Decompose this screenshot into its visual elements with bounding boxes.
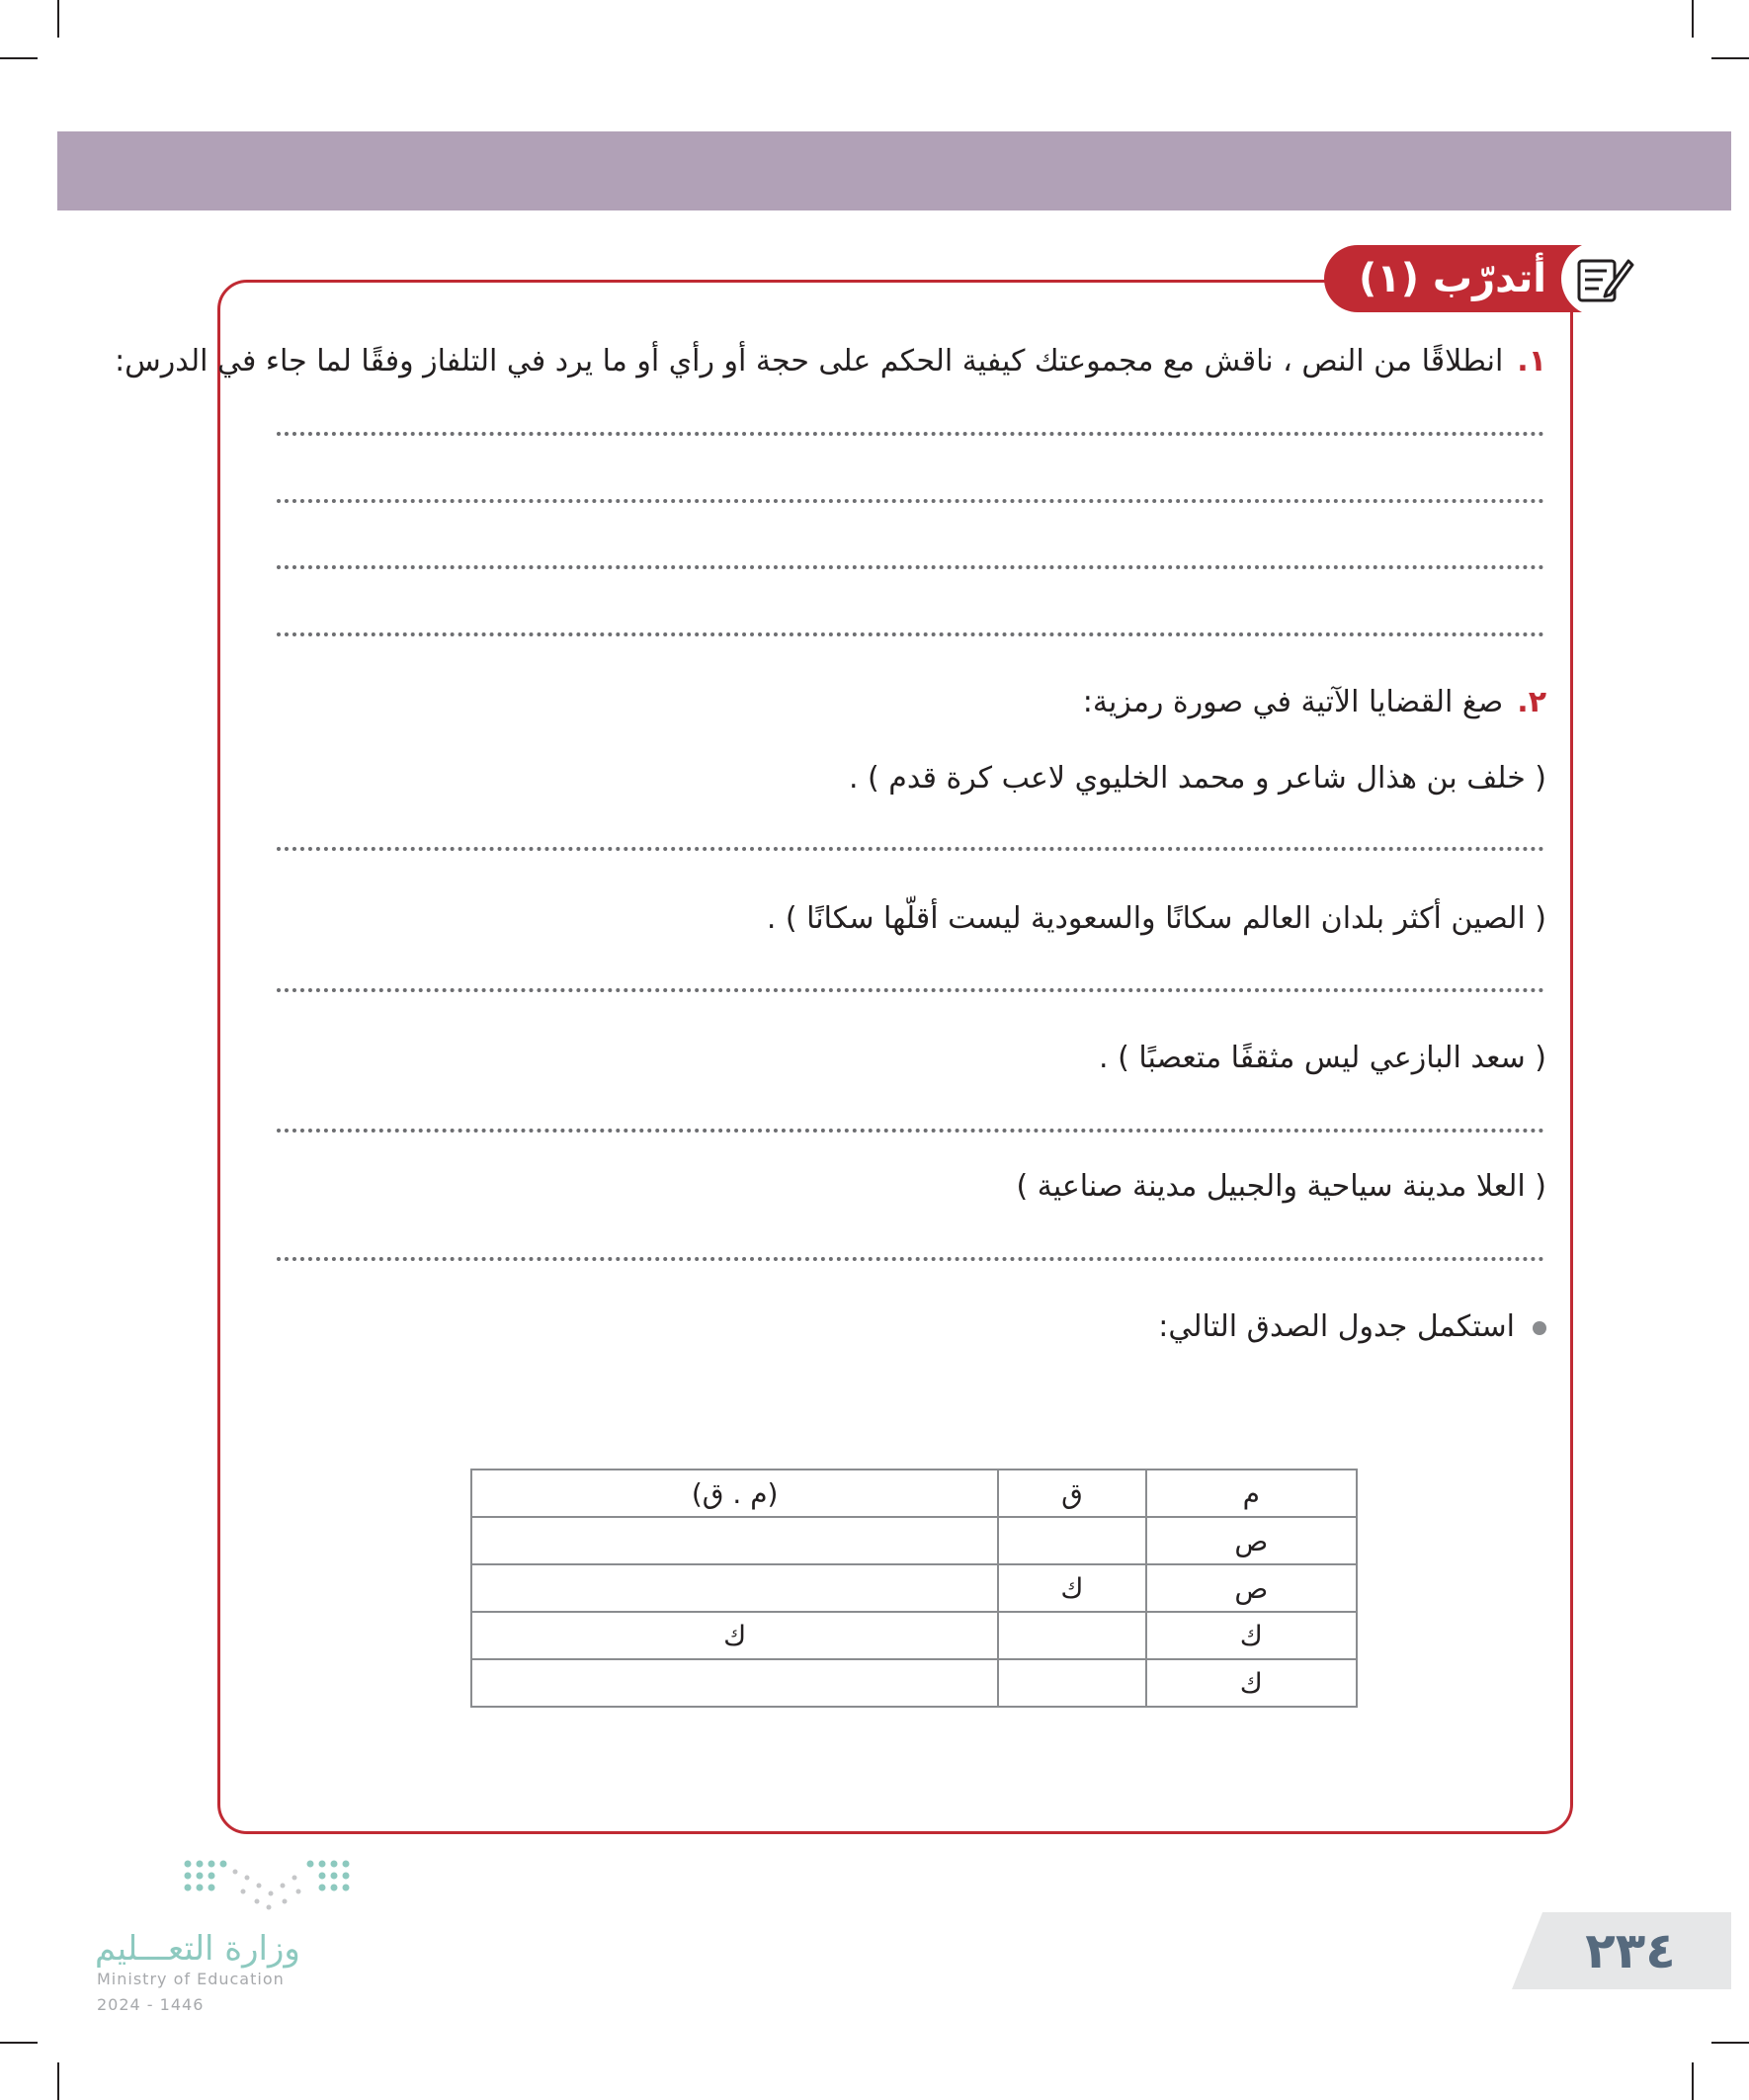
section-title: أتدرّب (١) xyxy=(1324,245,1581,312)
answer-line[interactable] xyxy=(277,499,1544,503)
answer-line[interactable] xyxy=(277,632,1544,636)
table-header: م xyxy=(1146,1470,1357,1517)
table-cell: ك xyxy=(471,1612,998,1659)
crop-mark xyxy=(0,57,38,59)
table-cell: ك xyxy=(1146,1612,1357,1659)
table-cell: ص xyxy=(1146,1517,1357,1564)
crop-mark xyxy=(1711,57,1749,59)
table-row xyxy=(471,1564,1357,1612)
question-3 xyxy=(1158,1309,1546,1344)
question-2-number: ٢. xyxy=(1517,685,1546,719)
question-2-text: صغ القضايا الآتية في صورة رمزية: xyxy=(1082,685,1504,719)
proposition-1: ( خلف بن هذال شاعر و محمد الخليوي لاعب كرة قدم ) . xyxy=(848,761,1546,796)
edit-note-icon xyxy=(1561,241,1646,316)
ministry-logo-icon xyxy=(182,1858,352,1913)
answer-line[interactable] xyxy=(277,565,1544,569)
table-cell[interactable] xyxy=(998,1517,1145,1564)
question-1 xyxy=(115,344,1546,378)
table-cell[interactable] xyxy=(471,1564,998,1612)
answer-line[interactable] xyxy=(277,1257,1544,1261)
proposition-3: ( سعد البازعي ليس مثقفًا متعصبًا ) . xyxy=(1099,1041,1546,1075)
truth-table xyxy=(470,1469,1358,1708)
crop-mark xyxy=(1692,0,1694,38)
question-2 xyxy=(1083,685,1546,719)
proposition-2: ( الصين أكثر بلدان العالم سكانًا والسعودية ليست أقلّها سكانًا ) . xyxy=(766,901,1546,936)
question-1-text: انطلاقًا من النص ، ناقش مع مجموعتك كيفية الحكم على حجة أو رأي أو ما يرد في التلفاز وفقًا لما جاء في الدرس: xyxy=(115,344,1504,378)
answer-line[interactable] xyxy=(277,988,1544,992)
edition-year: 2024 - 1446 xyxy=(97,1995,205,2014)
table-header: (م . ق) xyxy=(471,1470,998,1517)
table-cell[interactable] xyxy=(471,1659,998,1707)
answer-line[interactable] xyxy=(277,432,1544,436)
table-row xyxy=(471,1659,1357,1707)
table-cell[interactable] xyxy=(471,1517,998,1564)
table-row xyxy=(471,1612,1357,1659)
table-cell: ك xyxy=(998,1564,1145,1612)
table-header-row xyxy=(471,1470,1357,1517)
table-cell: ص xyxy=(1146,1564,1357,1612)
crop-mark xyxy=(57,0,59,38)
answer-line[interactable] xyxy=(277,847,1544,851)
question-3-text: استكمل جدول الصدق التالي: xyxy=(1158,1309,1515,1344)
crop-mark xyxy=(1711,2042,1749,2044)
crop-mark xyxy=(57,2062,59,2100)
bullet-icon xyxy=(1533,1321,1546,1335)
table-cell[interactable] xyxy=(998,1659,1145,1707)
ministry-name-ar: وزارة التعـــليم xyxy=(95,1929,300,1969)
table-cell: ك xyxy=(1146,1659,1357,1707)
table-cell[interactable] xyxy=(998,1612,1145,1659)
crop-mark xyxy=(0,2042,38,2044)
page-number: ٢٣٤ xyxy=(1585,1922,1676,1979)
question-1-number: ١. xyxy=(1517,344,1546,378)
table-row xyxy=(471,1517,1357,1564)
ministry-name-en: Ministry of Education xyxy=(97,1970,285,1988)
table-header: ق xyxy=(998,1470,1145,1517)
crop-mark xyxy=(1692,2062,1694,2100)
answer-line[interactable] xyxy=(277,1129,1544,1133)
header-band xyxy=(57,131,1731,210)
proposition-4: ( العلا مدينة سياحية والجبيل مدينة صناعية ) xyxy=(1016,1169,1546,1204)
